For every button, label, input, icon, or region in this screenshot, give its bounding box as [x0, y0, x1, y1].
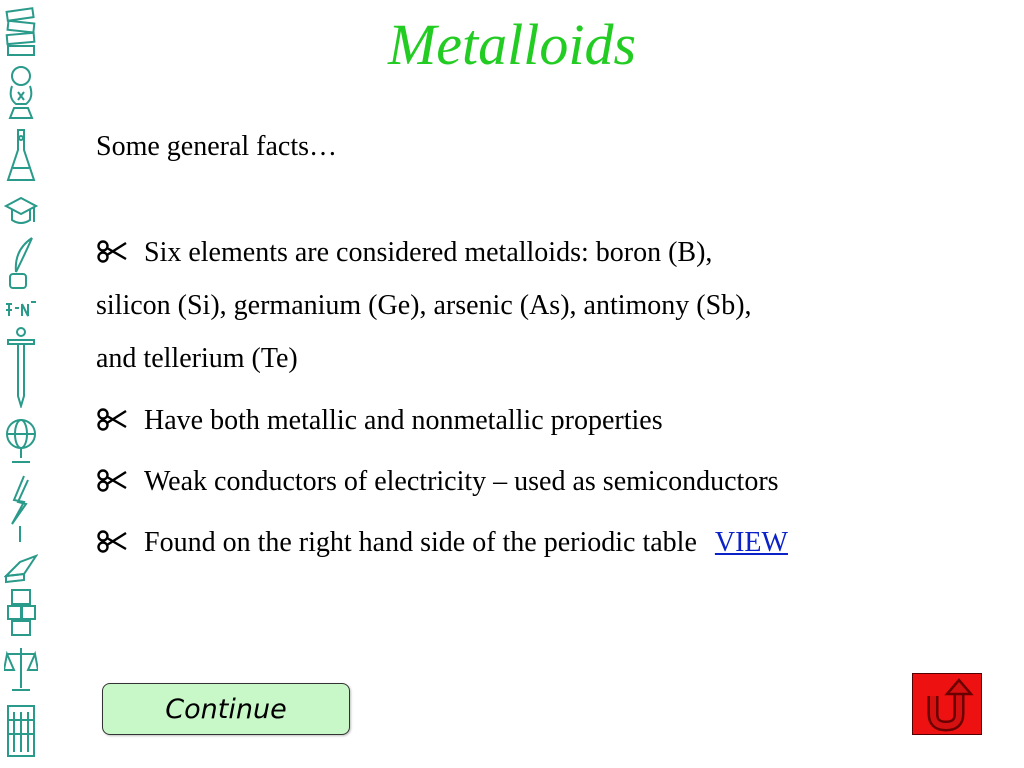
bullet-line: silicon (Si), germanium (Ge), arsenic (As), antimony (Sb),: [96, 290, 752, 321]
bullet-line: and tellerium (Te): [96, 343, 298, 374]
quill-inkwell-icon: [4, 236, 38, 292]
intro-text: Some general facts…: [96, 131, 338, 162]
flask-icon: [4, 126, 38, 186]
view-periodic-table-link[interactable]: VIEW: [714, 527, 788, 558]
graduation-cap-icon: [4, 192, 38, 232]
bullet-text: Have both metallic and nonmetallic properties: [144, 405, 663, 436]
abc-blocks-icon: [4, 588, 38, 638]
return-u-arrow-icon: [913, 674, 980, 733]
scissors-bullet-icon: [96, 405, 130, 433]
scissors-bullet-icon: [96, 527, 130, 555]
sword-icon: [4, 326, 38, 408]
bullet-item: [96, 516, 956, 569]
bullet-text: Six elements are considered metalloids: boron (B),: [144, 237, 713, 268]
continue-button[interactable]: Continue: [102, 683, 350, 735]
bullet-item: [96, 455, 956, 508]
bullet-text: Found on the right hand side of the periodic table: [144, 527, 697, 558]
slide-title: Metalloids: [387, 12, 637, 77]
bullet-text: Weak conductors of electricity – used as semiconductors: [144, 466, 779, 497]
bullet-line: [96, 226, 956, 279]
balance-scale-icon: [4, 644, 38, 694]
bullet-item: [96, 226, 956, 385]
lightning-icon: [4, 474, 38, 544]
formula-icon: [4, 296, 38, 320]
building-icon: [4, 700, 38, 760]
scissors-bullet-icon: [96, 466, 130, 494]
return-button[interactable]: [912, 673, 982, 735]
globe-icon: [4, 414, 38, 466]
scissors-bullet-icon: [96, 237, 130, 265]
side-icon-strip: [0, 0, 44, 768]
open-book-icon: [4, 552, 38, 584]
bullet-item: [96, 394, 956, 447]
